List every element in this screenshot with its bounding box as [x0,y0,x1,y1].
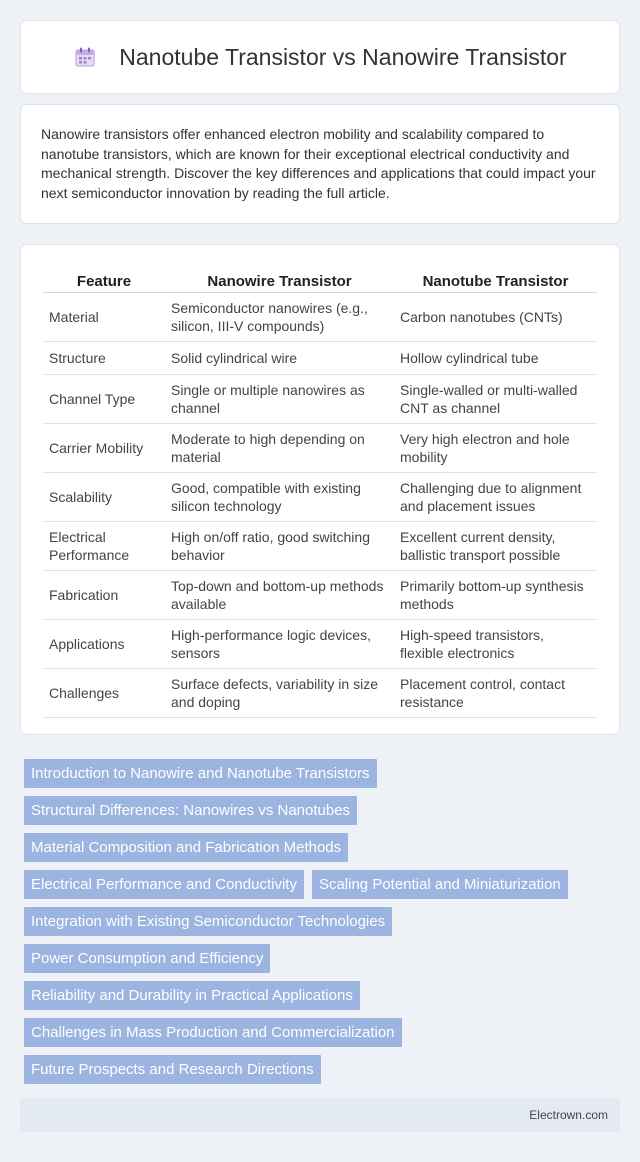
nanowire-cell: High-performance logic devices, sensors [165,619,394,668]
nanotube-cell: Challenging due to alignment and placement issues [394,472,597,521]
table-row [43,570,597,619]
nanotube-cell: Placement control, contact resistance [394,668,597,717]
nanowire-cell: Moderate to high depending on material [165,423,394,472]
comparison-card [20,244,620,735]
nanowire-cell: Surface defects, variability in size and doping [165,668,394,717]
feature-cell: Challenges [43,668,165,717]
feature-cell: Carrier Mobility [43,423,165,472]
link-power-consumption[interactable]: Power Consumption and Efficiency [24,944,270,973]
footer-text[interactable]: Electrown.com [529,1108,608,1122]
link-scaling-potential[interactable]: Scaling Potential and Miniaturization [312,870,568,899]
table-row [43,374,597,423]
feature-cell: Structure [43,341,165,374]
nanotube-cell: Very high electron and hole mobility [394,423,597,472]
table-row [43,472,597,521]
nanowire-cell: Top-down and bottom-up methods available [165,570,394,619]
feature-cell: Scalability [43,472,165,521]
title-wrap [73,44,566,71]
link-structural-differences[interactable]: Structural Differences: Nanowires vs Nanotubes [24,796,357,825]
link-material-composition[interactable]: Material Composition and Fabrication Methods [24,833,348,862]
nanowire-cell: Good, compatible with existing silicon technology [165,472,394,521]
feature-cell: Fabrication [43,570,165,619]
table-row [43,341,597,374]
intro-card [20,104,620,224]
table-header-row [43,265,597,292]
feature-cell: Electrical Performance [43,521,165,570]
feature-cell: Material [43,292,165,341]
calendar-icon [73,45,97,69]
feature-cell: Channel Type [43,374,165,423]
header-nanowire: Nanowire Transistor [165,265,394,292]
header-nanotube: Nanotube Transistor [394,265,597,292]
comparison-table [43,265,597,718]
intro-text: Nanowire transistors offer enhanced electron mobility and scalability compared to nanotube transistors, which are known for their exceptional electrical conductivity and mechanical strength. Discover the key differences and applications that could impact your next semiconductor innovation by reading the full article. [41,126,596,201]
link-electrical-performance[interactable]: Electrical Performance and Conductivity [24,870,304,899]
nanotube-cell: Excellent current density, ballistic transport possible [394,521,597,570]
nanowire-cell: Semiconductor nanowires (e.g., silicon, III-V compounds) [165,292,394,341]
link-integration[interactable]: Integration with Existing Semiconductor Technologies [24,907,392,936]
table-row [43,423,597,472]
link-future-prospects[interactable]: Future Prospects and Research Directions [24,1055,321,1084]
nanotube-cell: High-speed transistors, flexible electronics [394,619,597,668]
nanotube-cell: Hollow cylindrical tube [394,341,597,374]
page-title: Nanotube Transistor vs Nanowire Transistor [119,43,567,70]
link-reliability[interactable]: Reliability and Durability in Practical Applications [24,981,360,1010]
table-row [43,668,597,717]
nanowire-cell: Solid cylindrical wire [165,341,394,374]
nanotube-cell: Carbon nanotubes (CNTs) [394,292,597,341]
header-feature: Feature [43,265,165,292]
link-introduction[interactable]: Introduction to Nanowire and Nanotube Transistors [24,759,377,788]
nanotube-cell: Single-walled or multi-walled CNT as channel [394,374,597,423]
table-row [43,292,597,341]
title-card [20,20,620,94]
link-challenges[interactable]: Challenges in Mass Production and Commercialization [24,1018,402,1047]
table-row [43,521,597,570]
nanotube-cell: Primarily bottom-up synthesis methods [394,570,597,619]
nanowire-cell: High on/off ratio, good switching behavior [165,521,394,570]
related-links [24,759,624,1092]
nanowire-cell: Single or multiple nanowires as channel [165,374,394,423]
table-row [43,619,597,668]
footer [20,1098,620,1132]
feature-cell: Applications [43,619,165,668]
